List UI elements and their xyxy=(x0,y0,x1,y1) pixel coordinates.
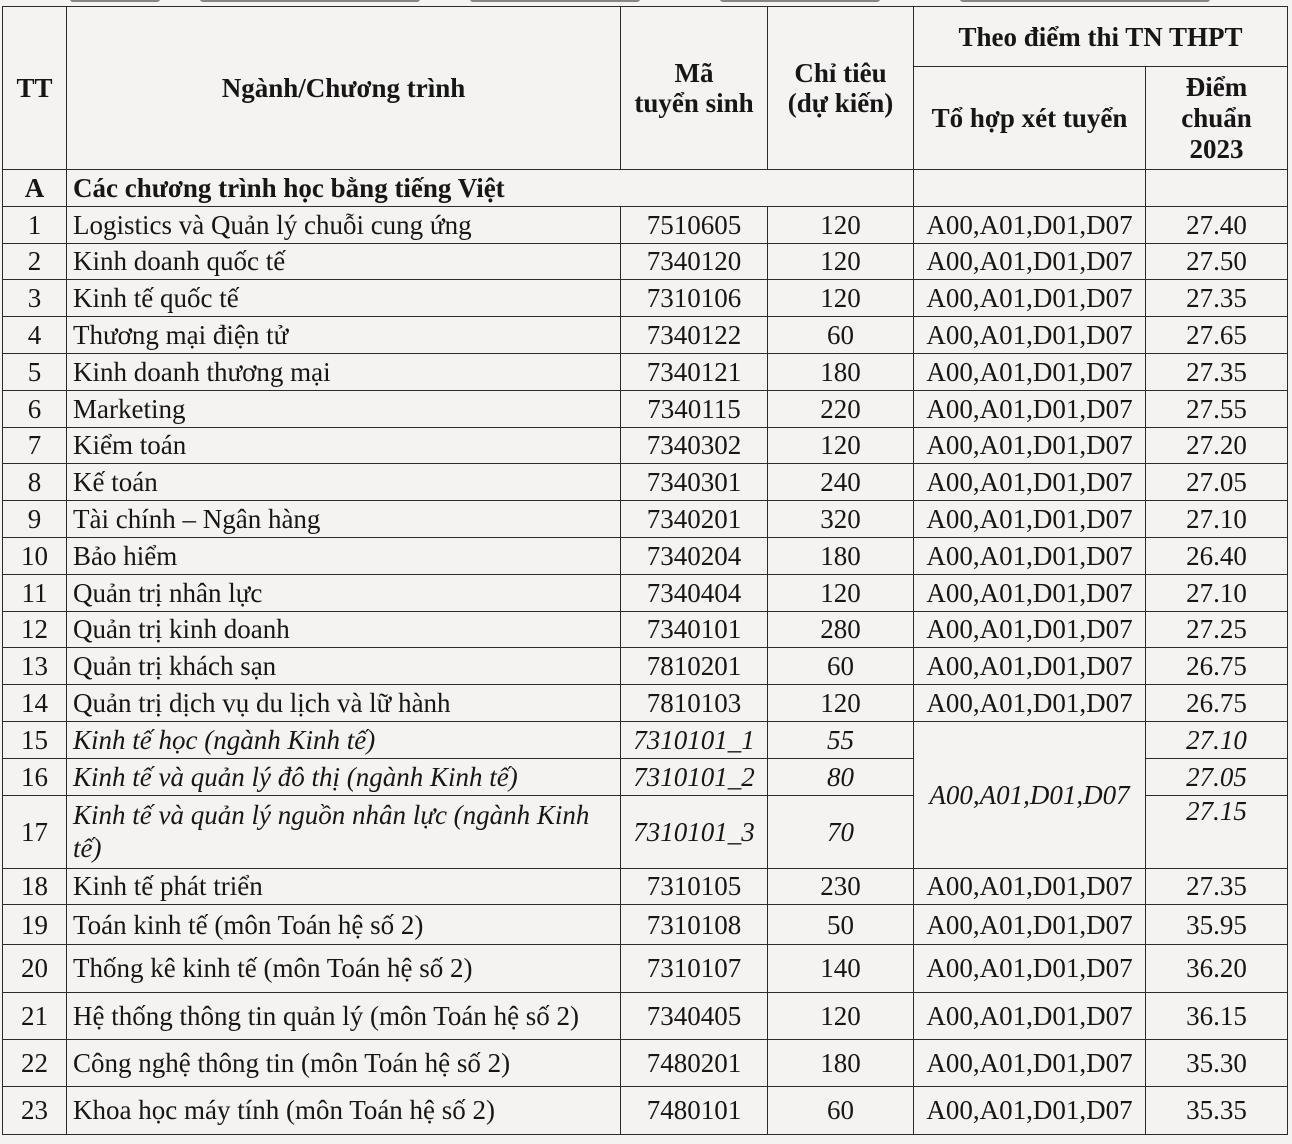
cell-score: 27.15 xyxy=(1146,795,1288,868)
table-row xyxy=(3,992,1288,1039)
header-tt: TT xyxy=(3,7,67,170)
cell-quota: 320 xyxy=(768,501,914,538)
cell-program: Thống kê kinh tế (môn Toán hệ số 2) xyxy=(67,945,621,992)
cell-quota: 280 xyxy=(768,611,914,648)
cell-score: 27.10 xyxy=(1146,574,1288,611)
cell-score: 27.35 xyxy=(1146,353,1288,390)
cell-score: 36.20 xyxy=(1146,945,1288,992)
cell-program: Công nghệ thông tin (môn Toán hệ số 2) xyxy=(67,1039,621,1086)
section-row xyxy=(3,170,1288,207)
cell-quota: 180 xyxy=(768,353,914,390)
table-row xyxy=(3,1087,1288,1134)
cell-program: Kinh tế quốc tế xyxy=(67,280,621,317)
cell-tt: 16 xyxy=(3,758,67,795)
table-row xyxy=(3,648,1288,685)
header-code xyxy=(621,7,768,170)
table-row xyxy=(3,464,1288,501)
table-row xyxy=(3,721,1288,758)
header-group: Theo điểm thi TN THPT xyxy=(914,7,1288,67)
cell-quota: 240 xyxy=(768,464,914,501)
cell-program: Khoa học máy tính (môn Toán hệ số 2) xyxy=(67,1087,621,1134)
cell-quota: 230 xyxy=(768,868,914,905)
cell-score: 35.30 xyxy=(1146,1039,1288,1086)
cell-quota: 120 xyxy=(768,574,914,611)
cell-code: 7810201 xyxy=(621,648,768,685)
cell-combo: A00,A01,D01,D07 xyxy=(914,317,1146,354)
header-score-line1: Điểm xyxy=(1185,71,1248,102)
cell-score: 27.35 xyxy=(1146,868,1288,905)
header-score-line2: chuẩn xyxy=(1181,102,1252,133)
cell-combo: A00,A01,D01,D07 xyxy=(914,1039,1146,1086)
cell-quota: 60 xyxy=(768,648,914,685)
cell-program: Quản trị kinh doanh xyxy=(67,611,621,648)
cell-program: Kinh tế học (ngành Kinh tế) xyxy=(67,721,621,758)
cell-program: Thương mại điện tử xyxy=(67,317,621,354)
cell-tt: 17 xyxy=(3,795,67,868)
cell-quota: 120 xyxy=(768,206,914,243)
cell-combo: A00,A01,D01,D07 xyxy=(914,537,1146,574)
header-score-line3: 2023 xyxy=(1189,133,1244,164)
table-row xyxy=(3,206,1288,243)
cell-tt: 18 xyxy=(3,868,67,905)
cell-tt: 20 xyxy=(3,945,67,992)
cell-code: 7340101 xyxy=(621,611,768,648)
table-row xyxy=(3,868,1288,905)
cell-code: 7480101 xyxy=(621,1087,768,1134)
cell-score: 27.40 xyxy=(1146,206,1288,243)
header-quota-line2: (dự kiến) xyxy=(787,88,894,118)
cell-program: Quản trị nhân lực xyxy=(67,574,621,611)
cell-tt: 4 xyxy=(3,317,67,354)
cell-score: 27.25 xyxy=(1146,611,1288,648)
cell-program: Quản trị khách sạn xyxy=(67,648,621,685)
cell-score: 27.05 xyxy=(1146,758,1288,795)
cell-code: 7310108 xyxy=(621,905,768,945)
cell-program: Kế toán xyxy=(67,464,621,501)
cell-code: 7510605 xyxy=(621,206,768,243)
cell-score: 27.10 xyxy=(1146,501,1288,538)
cell-program: Toán kinh tế (môn Toán hệ số 2) xyxy=(67,905,621,945)
cell-combo-merged: A00,A01,D01,D07 xyxy=(914,721,1146,868)
cell-combo: A00,A01,D01,D07 xyxy=(914,243,1146,280)
cell-code: 7340121 xyxy=(621,353,768,390)
cell-quota: 120 xyxy=(768,280,914,317)
cell-quota: 180 xyxy=(768,1039,914,1086)
cell-quota: 180 xyxy=(768,537,914,574)
table-row xyxy=(3,427,1288,464)
header-score xyxy=(1146,67,1288,170)
cell-quota: 70 xyxy=(768,795,914,868)
cell-code: 7340404 xyxy=(621,574,768,611)
cell-code: 7340302 xyxy=(621,427,768,464)
cell-program: Kinh doanh quốc tế xyxy=(67,243,621,280)
cell-tt: 15 xyxy=(3,721,67,758)
cell-combo: A00,A01,D01,D07 xyxy=(914,206,1146,243)
cell-tt: 2 xyxy=(3,243,67,280)
header-program: Ngành/Chương trình xyxy=(67,7,621,170)
cell-combo: A00,A01,D01,D07 xyxy=(914,648,1146,685)
cell-code: 7340122 xyxy=(621,317,768,354)
section-id: A xyxy=(3,170,67,207)
section-title: Các chương trình học bằng tiếng Việt xyxy=(67,170,914,207)
cell-score: 27.35 xyxy=(1146,280,1288,317)
cell-code: 7310105 xyxy=(621,868,768,905)
cell-quota: 50 xyxy=(768,905,914,945)
cell-combo: A00,A01,D01,D07 xyxy=(914,868,1146,905)
cell-quota: 120 xyxy=(768,243,914,280)
cell-tt: 1 xyxy=(3,206,67,243)
cell-combo: A00,A01,D01,D07 xyxy=(914,501,1146,538)
table-row xyxy=(3,243,1288,280)
cell-code: 7340201 xyxy=(621,501,768,538)
cell-score: 27.50 xyxy=(1146,243,1288,280)
cell-code: 7340405 xyxy=(621,992,768,1039)
cell-tt: 22 xyxy=(3,1039,67,1086)
cell-tt: 10 xyxy=(3,537,67,574)
table-row xyxy=(3,280,1288,317)
cell-combo: A00,A01,D01,D07 xyxy=(914,905,1146,945)
cell-code: 7310101_1 xyxy=(621,721,768,758)
cell-combo: A00,A01,D01,D07 xyxy=(914,390,1146,427)
cell-program: Quản trị dịch vụ du lịch và lữ hành xyxy=(67,685,621,722)
table-row xyxy=(3,574,1288,611)
cell-combo: A00,A01,D01,D07 xyxy=(914,611,1146,648)
cell-score: 26.75 xyxy=(1146,648,1288,685)
table-row xyxy=(3,317,1288,354)
header-code-line2: tuyển sinh xyxy=(634,88,754,118)
cell-code: 7810103 xyxy=(621,685,768,722)
cell-tt: 3 xyxy=(3,280,67,317)
cell-combo: A00,A01,D01,D07 xyxy=(914,992,1146,1039)
cell-score: 35.35 xyxy=(1146,1087,1288,1134)
admission-table xyxy=(2,6,1288,1135)
table-row xyxy=(3,685,1288,722)
cell-quota: 220 xyxy=(768,390,914,427)
cell-score: 35.95 xyxy=(1146,905,1288,945)
cell-program: Hệ thống thông tin quản lý (môn Toán hệ số 2) xyxy=(67,992,621,1039)
cell-program: Kiểm toán xyxy=(67,427,621,464)
cell-code: 7340204 xyxy=(621,537,768,574)
cell-combo: A00,A01,D01,D07 xyxy=(914,945,1146,992)
cell-quota: 80 xyxy=(768,758,914,795)
cell-tt: 19 xyxy=(3,905,67,945)
table-row xyxy=(3,905,1288,945)
cell-combo: A00,A01,D01,D07 xyxy=(914,464,1146,501)
header-code-line1: Mã xyxy=(674,58,714,88)
cell-code: 7310106 xyxy=(621,280,768,317)
table-row xyxy=(3,501,1288,538)
cell-tt: 21 xyxy=(3,992,67,1039)
cell-quota: 55 xyxy=(768,721,914,758)
header-quota xyxy=(768,7,914,170)
cell-tt: 23 xyxy=(3,1087,67,1134)
cell-score: 27.10 xyxy=(1146,721,1288,758)
cell-combo: A00,A01,D01,D07 xyxy=(914,685,1146,722)
cell-combo: A00,A01,D01,D07 xyxy=(914,280,1146,317)
table-row xyxy=(3,537,1288,574)
cell-code: 7340120 xyxy=(621,243,768,280)
cell-score: 27.65 xyxy=(1146,317,1288,354)
header-quota-line1: Chỉ tiêu xyxy=(794,58,887,88)
cell-quota: 140 xyxy=(768,945,914,992)
cell-score: 27.20 xyxy=(1146,427,1288,464)
cell-quota: 120 xyxy=(768,992,914,1039)
table-row xyxy=(3,1039,1288,1086)
cell-quota: 120 xyxy=(768,685,914,722)
cell-quota: 60 xyxy=(768,1087,914,1134)
cell-code: 7310107 xyxy=(621,945,768,992)
cell-program: Kinh tế và quản lý nguồn nhân lực (ngành Kinh tế) xyxy=(67,795,621,868)
cell-code: 7340301 xyxy=(621,464,768,501)
cell-tt: 12 xyxy=(3,611,67,648)
cell-tt: 7 xyxy=(3,427,67,464)
cell-code: 7310101_3 xyxy=(621,795,768,868)
cell-tt: 13 xyxy=(3,648,67,685)
table-row xyxy=(3,390,1288,427)
cell-program: Kinh doanh thương mại xyxy=(67,353,621,390)
table-row xyxy=(3,353,1288,390)
cell-score: 27.05 xyxy=(1146,464,1288,501)
cell-tt: 11 xyxy=(3,574,67,611)
cell-program: Logistics và Quản lý chuỗi cung ứng xyxy=(67,206,621,243)
cell-score: 36.15 xyxy=(1146,992,1288,1039)
cell-combo: A00,A01,D01,D07 xyxy=(914,1087,1146,1134)
cell-tt: 9 xyxy=(3,501,67,538)
cell-tt: 6 xyxy=(3,390,67,427)
cell-program: Marketing xyxy=(67,390,621,427)
cell-combo: A00,A01,D01,D07 xyxy=(914,353,1146,390)
cell-combo: A00,A01,D01,D07 xyxy=(914,427,1146,464)
cell-code: 7310101_2 xyxy=(621,758,768,795)
cell-program: Bảo hiểm xyxy=(67,537,621,574)
header-combo: Tổ hợp xét tuyển xyxy=(914,67,1146,170)
cell-score: 26.40 xyxy=(1146,537,1288,574)
cell-combo: A00,A01,D01,D07 xyxy=(914,574,1146,611)
cell-code: 7480201 xyxy=(621,1039,768,1086)
cell-tt: 14 xyxy=(3,685,67,722)
cell-program: Kinh tế và quản lý đô thị (ngành Kinh tế) xyxy=(67,758,621,795)
cell-tt: 5 xyxy=(3,353,67,390)
cell-score: 27.55 xyxy=(1146,390,1288,427)
cell-program: Tài chính – Ngân hàng xyxy=(67,501,621,538)
cell-quota: 120 xyxy=(768,427,914,464)
table-row xyxy=(3,611,1288,648)
cell-program: Kinh tế phát triển xyxy=(67,868,621,905)
cell-score: 26.75 xyxy=(1146,685,1288,722)
table-row xyxy=(3,945,1288,992)
cell-code: 7340115 xyxy=(621,390,768,427)
cell-tt: 8 xyxy=(3,464,67,501)
cell-quota: 60 xyxy=(768,317,914,354)
